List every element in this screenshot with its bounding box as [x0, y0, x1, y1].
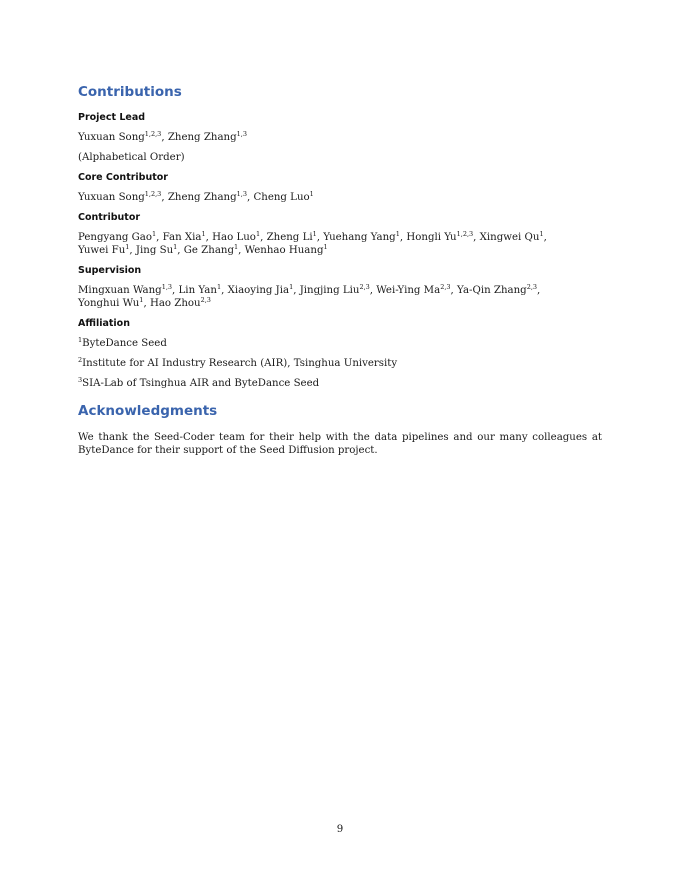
author-name: Cheng Luo$^1$ — [253, 190, 314, 203]
author-name: Yuehang Yang$^1$, — [323, 230, 404, 243]
author-name: Yonghui Wu$^1$, — [78, 296, 147, 309]
alphabetical-order-note: (Alphabetical Order) — [78, 152, 185, 163]
author-affiliation: 1,3 — [161, 283, 173, 291]
author-name: Ge Zhang$^1$, — [183, 243, 242, 256]
author-name: Zheng Zhang$^{1,3}$ — [167, 130, 247, 143]
project-lead-list — [78, 131, 602, 144]
author-affiliation: 1 — [152, 230, 157, 238]
supervision-list — [78, 284, 602, 310]
author-affiliation: 1 — [125, 243, 130, 251]
affiliation-text: ByteDance Seed — [82, 338, 167, 349]
author-name: Hao Luo$^1$, — [212, 230, 264, 243]
author-affiliation: 1 — [255, 230, 261, 238]
author-name: Yuxuan Song$^{1,2,3}$, — [78, 190, 165, 203]
contributions-title: Contributions — [78, 84, 182, 100]
affiliation-text: SIA-Lab of Tsinghua AIR and ByteDance Seed — [82, 378, 320, 389]
author-affiliation: 1,2,3 — [144, 190, 162, 198]
affiliation-item-2 — [78, 357, 602, 370]
author-affiliation: 1 — [216, 283, 222, 291]
author-name: Hongli Yu$^{1,2,3}$, — [406, 230, 477, 243]
author-affiliation: 1 — [539, 230, 544, 238]
author-affiliation: 1,3 — [236, 130, 247, 138]
author-affiliation: 1 — [173, 243, 178, 251]
author-name: Wenhao Huang$^1$ — [244, 243, 328, 256]
author-affiliation: 1 — [312, 230, 317, 238]
contributor-heading: Contributor — [78, 212, 141, 223]
author-name: Zheng Li$^1$, — [266, 230, 320, 243]
author-name: Fan Xia$^1$, — [162, 230, 209, 243]
author-name: Lin Yan$^1$, — [178, 283, 225, 296]
affiliation-item-1 — [78, 337, 602, 350]
acknowledgments-title: Acknowledgments — [78, 403, 218, 419]
author-affiliation: 2,3 — [200, 296, 211, 304]
affiliation-number: 2 — [78, 356, 83, 364]
author-affiliation: 1 — [323, 243, 328, 251]
author-affiliation: 1,3 — [236, 190, 247, 198]
author-name: Jingjing Liu$^{2,3}$, — [299, 283, 374, 296]
author-affiliation: 1,2,3 — [456, 230, 474, 238]
affiliation-number: 3 — [78, 376, 83, 384]
page-number: 9 — [336, 824, 344, 835]
affiliation-heading: Affiliation — [78, 318, 130, 329]
core-contributor-list — [78, 191, 602, 204]
author-affiliation: 2,3 — [440, 283, 451, 291]
author-affiliation: 1 — [309, 190, 314, 198]
author-affiliation: 2,3 — [359, 283, 370, 291]
core-contributor-heading: Core Contributor — [78, 172, 168, 183]
author-name: Mingxuan Wang$^{1,3}$, — [78, 283, 176, 296]
affiliation-number: 1 — [78, 336, 83, 344]
author-name: Xiaoying Jia$^1$, — [227, 283, 297, 296]
affiliation-item-3 — [78, 377, 602, 390]
author-name: Zheng Zhang$^{1,3}$, — [167, 190, 251, 203]
author-name: Yuwei Fu$^1$, — [78, 243, 133, 256]
author-affiliation: 1,2,3 — [144, 130, 162, 138]
author-affiliation: 1 — [289, 283, 294, 291]
author-name: Xingwei Qu$^1$, — [479, 230, 547, 243]
affiliation-text: Institute for AI Industry Research (AIR), Tsinghua University — [82, 358, 398, 369]
author-name: Pengyang Gao$^1$, — [78, 230, 160, 243]
author-affiliation: 1 — [139, 296, 144, 304]
author-name: Hao Zhou$^{2,3}$ — [149, 296, 211, 309]
author-affiliation: 2,3 — [526, 283, 538, 291]
author-affiliation: 1 — [201, 230, 206, 238]
author-affiliation: 1 — [233, 243, 239, 251]
author-name: Ya-Qin Zhang$^{2,3}$, — [457, 283, 541, 296]
author-name: Jing Su$^1$, — [135, 243, 181, 256]
contributor-list — [78, 231, 602, 257]
project-lead-heading: Project Lead — [78, 112, 146, 123]
author-name: Yuxuan Song$^{1,2,3}$, — [78, 130, 165, 143]
author-affiliation: 1 — [395, 230, 400, 238]
author-name: Wei-Ying Ma$^{2,3}$, — [376, 283, 454, 296]
acknowledgments-text: We thank the Seed-Coder team for their help with the data pipelines and our many colleagues at ByteDance for their support of the Seed Diffusion project. — [78, 432, 602, 456]
supervision-heading: Supervision — [78, 265, 142, 276]
